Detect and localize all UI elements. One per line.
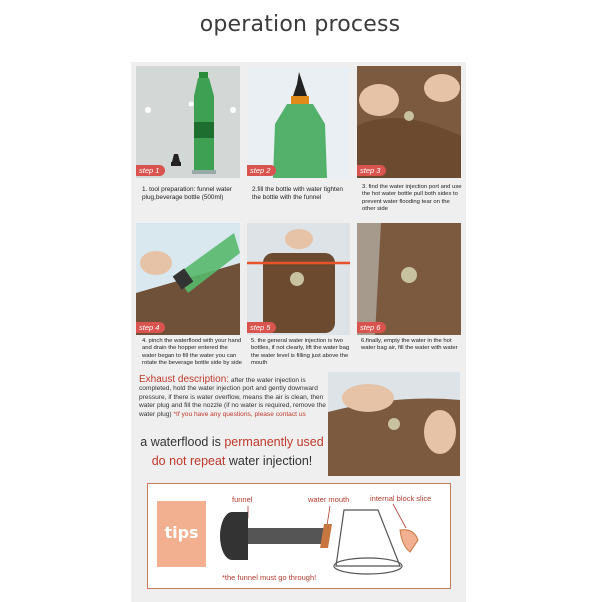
step-3-image bbox=[357, 66, 461, 178]
tips-box bbox=[147, 483, 451, 589]
towel-port-illustration bbox=[357, 66, 461, 178]
pour-water-illustration bbox=[136, 223, 240, 335]
tips-label: tips bbox=[164, 523, 199, 542]
step-1-caption: 1. tool preparation: funnel water plug,beverage bottle (500ml) bbox=[142, 186, 232, 201]
internal-block-slice-label: internal block slice bbox=[370, 494, 432, 503]
step-4-image bbox=[136, 223, 240, 335]
warning-line1-prefix: a waterflood is bbox=[140, 435, 225, 449]
warning-text bbox=[139, 433, 325, 471]
step-6-caption: 6.finally, empty the water in the hot water bag air, fill the water with water bbox=[361, 338, 458, 352]
step-1-image bbox=[136, 66, 240, 178]
bottle-and-plug-illustration bbox=[136, 66, 240, 178]
exhaust-image bbox=[328, 372, 460, 476]
step-4-caption: 4. pinch the waterflood with your hand and drain the hopper entered the water began to fill the water you can rotate the beverage bottle side by side bbox=[142, 338, 242, 367]
step-1-badge: step 1 bbox=[136, 165, 165, 176]
step-6-badge: step 6 bbox=[357, 322, 386, 333]
exhaust-description bbox=[139, 376, 327, 419]
funnel-note: *the funnel must go through! bbox=[222, 573, 317, 582]
warning-do-not-repeat: do not repeat bbox=[151, 454, 226, 468]
step-3-badge: step 3 bbox=[357, 165, 386, 176]
step-6-image bbox=[357, 223, 461, 335]
step-4-badge: step 4 bbox=[136, 322, 165, 333]
funnel-label: funnel bbox=[232, 495, 253, 504]
page-title: operation process bbox=[199, 12, 401, 37]
step-5-caption: 5. the general water injection is two bottles, if not clearly, lift the water bag the water level is filling just above the mouth bbox=[251, 338, 350, 367]
step-5-badge: step 5 bbox=[247, 322, 276, 333]
water-bag-level-illustration bbox=[247, 223, 350, 335]
exhaust-heading: Exhaust description: bbox=[139, 374, 230, 385]
step-2-caption: 2.fill the bottle with water tighten the bottle with the funnel bbox=[252, 186, 343, 201]
step-2-image bbox=[247, 66, 350, 178]
bottle-with-funnel-illustration bbox=[247, 66, 350, 178]
step-2-badge: step 2 bbox=[247, 165, 276, 176]
warning-line2-suffix: water injection! bbox=[225, 454, 313, 468]
sealed-bag-illustration bbox=[357, 223, 461, 335]
warning-permanently-used: permanently used bbox=[224, 435, 324, 449]
exhaust-text: after the water injection is completed, hold the water injection port and gently downward pressure, if there is water overflow, means the air is clean, then water plug and fill the nozzle (if no water is required, remove the water plug) bbox=[139, 377, 326, 418]
water-mouth-label: water mouth bbox=[308, 495, 350, 504]
pressing-bag-illustration bbox=[328, 372, 460, 476]
step-3-caption: 3. find the water injection port and use the hot water bottle pull both sides to prevent water flooding tear on the other side bbox=[362, 184, 462, 213]
contact-note: *If you have any questions, please contact us bbox=[173, 410, 306, 418]
step-5-image bbox=[247, 223, 350, 335]
